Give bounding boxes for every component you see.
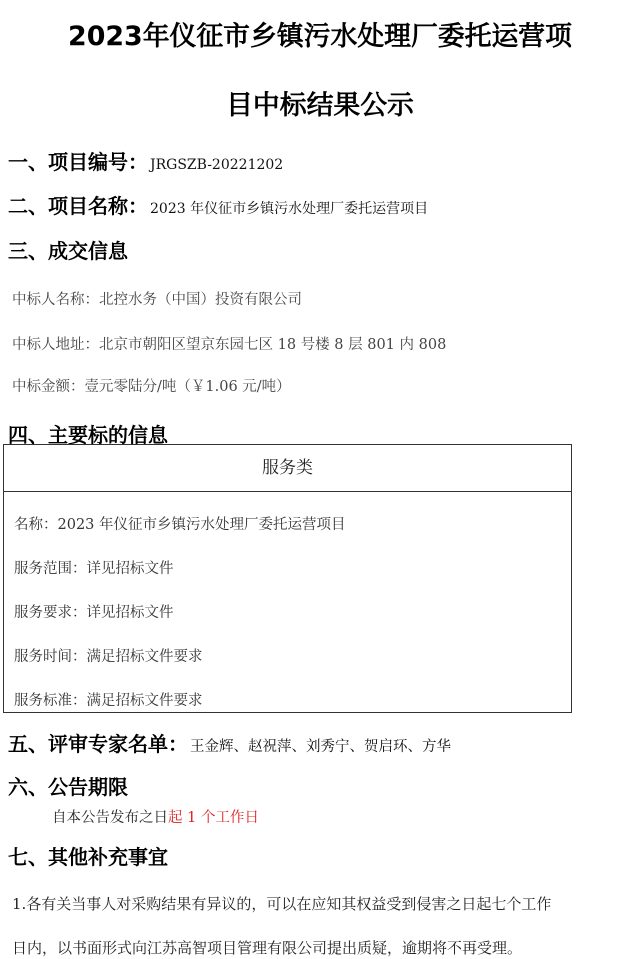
project-name-value: 2023 年仪征市乡镇污水处理厂委托运营项目	[150, 201, 429, 217]
note-line-1: 1.各有关当事人对采购结果有异议的，可以在应知其权益受到侵害之日起七个工作	[12, 895, 552, 913]
section-experts	[8, 728, 451, 757]
section-heading: 五、评审专家名单：	[8, 732, 188, 756]
table-row: 服务要求：详见招标文件	[14, 605, 174, 621]
period-text	[52, 806, 259, 827]
section-period-heading: 六、公告期限	[8, 775, 128, 799]
section-subject-info-heading: 四、主要标的信息	[8, 423, 168, 447]
section-other-heading: 七、其他补充事宜	[8, 845, 168, 869]
section-heading: 一、项目编号：	[8, 150, 148, 174]
section-deal-info-heading: 三、成交信息	[8, 239, 128, 263]
table-row: 名称：2023 年仪征市乡镇污水处理厂委托运营项目	[14, 517, 346, 533]
project-number-value: JRGSZB-20221202	[150, 157, 284, 173]
winning-amount-line: 中标金额：壹元零陆分/吨（￥1.06 元/吨）	[12, 379, 291, 395]
winner-address-line: 中标人地址：北京市朝阳区望京东园七区 18 号楼 8 层 801 内 808	[12, 337, 447, 353]
period-prefix: 自本公告发布之日	[52, 810, 168, 826]
table-row: 服务范围：详见招标文件	[14, 561, 174, 577]
subject-info-table	[3, 444, 572, 713]
section-project-number	[8, 146, 283, 175]
page-title-line-1: 2023年仪征市乡镇污水处理厂委托运营项	[68, 21, 572, 52]
winner-name-line: 中标人名称：北控水务（中国）投资有限公司	[12, 292, 302, 308]
section-heading: 二、项目名称：	[8, 194, 148, 218]
table-row: 服务时间：满足招标文件要求	[14, 649, 203, 665]
table-header: 服务类	[4, 445, 571, 492]
table-row: 服务标准：满足招标文件要求	[14, 693, 203, 709]
period-highlight: 起 1 个工作日	[168, 810, 259, 826]
experts-value: 王金辉、赵祝萍、刘秀宁、贺启环、方华	[190, 739, 451, 755]
note-line-2: 日内，以书面形式向江苏高智项目管理有限公司提出质疑，逾期将不再受理。	[12, 939, 523, 957]
page-title-line-2: 目中标结果公示	[226, 90, 414, 121]
section-project-name	[8, 190, 428, 219]
